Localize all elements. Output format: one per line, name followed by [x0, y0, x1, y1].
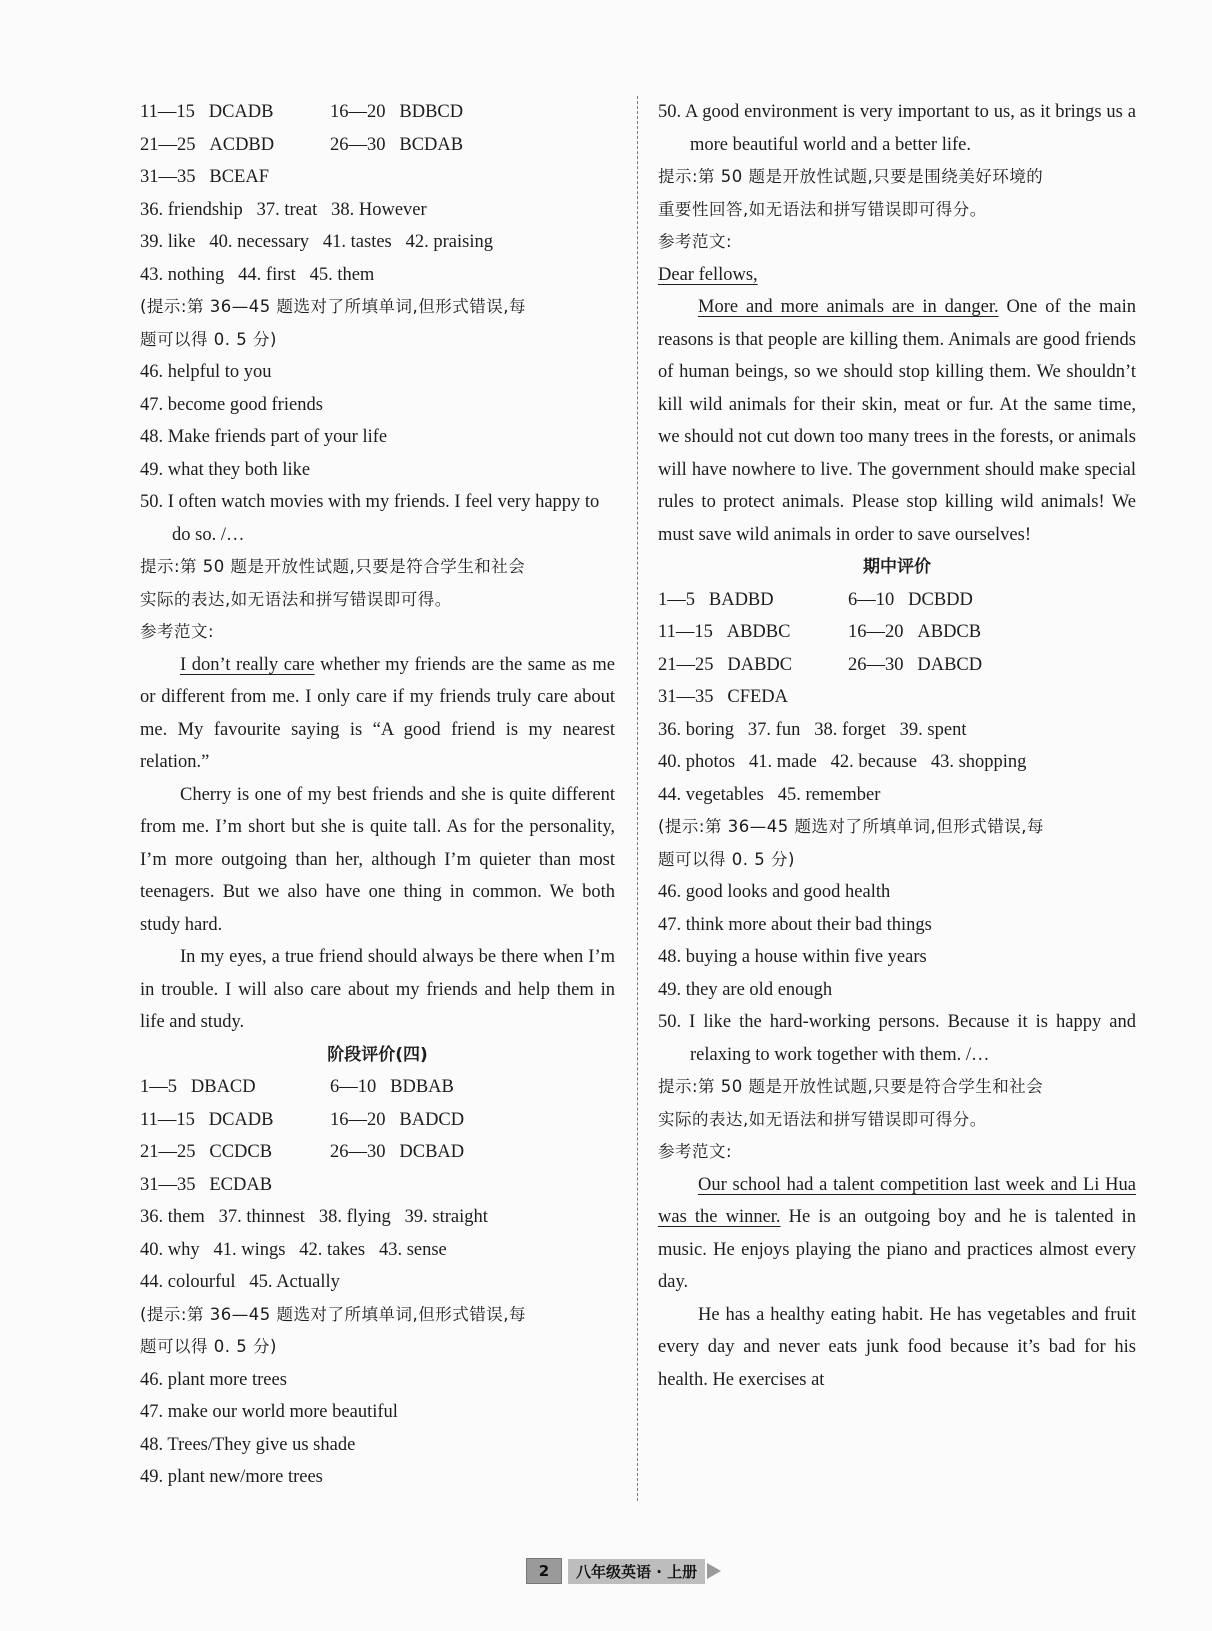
- answer-grid-row: 11—15 ABDBC 16—20 ABDCB: [658, 622, 982, 642]
- tip-text: 提示:第 50 题是开放性试题,只要是围绕美好环境的: [658, 167, 1044, 186]
- essay-paragraph: In my eyes, a true friend should always be there when I’m in trouble. I will also care about my friends and help them in life and study.: [140, 947, 615, 1032]
- tip-text: (提示:第 36—45 题选对了所填单词,但形式错误,每: [140, 297, 526, 316]
- answer-50: 50. A good environment is very important to us, as it brings us a more beautiful world and a better life.: [658, 102, 1136, 155]
- tip-text: 题可以得 0. 5 分): [658, 849, 795, 869]
- page-footer: [526, 1558, 721, 1584]
- reference-label: 参考范文:: [658, 1142, 733, 1161]
- word-answers: 36. friendship 37. treat 38. However: [140, 199, 427, 220]
- answer-grid-row: 31—35 BCEAF: [140, 167, 270, 187]
- left-column: [140, 96, 615, 1494]
- section-heading: 期中评价: [863, 557, 931, 577]
- answer-grid-row: 31—35 CFEDA: [658, 687, 789, 707]
- answer-47: 47. make our world more beautiful: [140, 1402, 398, 1422]
- tip-text: 题可以得 0. 5 分): [140, 1337, 277, 1356]
- answer-grid-row: 1—5 DBACD 6—10 BDBAB: [140, 1077, 454, 1097]
- answer-50: 50. I like the hard-working persons. Because it is happy and relaxing to work together with them. /…: [658, 1012, 1136, 1065]
- answer-48: 48. buying a house within five years: [658, 947, 927, 967]
- word-answers: 36. them 37. thinnest 38. flying 39. straight: [140, 1207, 488, 1227]
- tip-text: 实际的表达,如无语法和拼写错误即可得。: [140, 589, 452, 609]
- answer-46: 46. plant more trees: [140, 1369, 287, 1390]
- answer-47: 47. think more about their bad things: [658, 914, 932, 935]
- essay-paragraph: Cherry is one of my best friends and she is quite different from me. I’m short but she is quite tall. As for the personality, I’m more outgoing than her, although I’m quieter than most teenagers. But we also have one thing in common. We both study hard.: [140, 784, 615, 935]
- essay-paragraph: I don’t really care whether my friends are the same as me or different from me. I only care if my friends truly care about me. My favourite saying is “A good friend is my nearest relation.”: [140, 654, 615, 772]
- tip-text: 题可以得 0. 5 分): [140, 329, 277, 349]
- word-answers: 40. why 41. wings 42. takes 43. sense: [140, 1239, 447, 1260]
- answer-46: 46. good looks and good health: [658, 882, 891, 902]
- tip-text: 提示:第 50 题是开放性试题,只要是符合学生和社会: [658, 1077, 1044, 1096]
- answer-grid-row: 31—35 ECDAB: [140, 1174, 273, 1195]
- tip-text: 实际的表达,如无语法和拼写错误即可得分。: [658, 1109, 987, 1129]
- section-heading: 阶段评价(四): [327, 1044, 428, 1065]
- essay-paragraph: Our school had a talent competition last week and Li Hua was the winner. He is an outgoing boy and he is talented in music. He enjoys playing the piano and practices almost every day.: [658, 1174, 1136, 1292]
- tip-text: 提示:第 50 题是开放性试题,只要是符合学生和社会: [140, 557, 526, 576]
- word-answers: 36. boring 37. fun 38. forget 39. spent: [658, 719, 967, 740]
- answer-grid-row: 21—25 ACDBD 26—30 BCDAB: [140, 134, 464, 155]
- answer-49: 49. what they both like: [140, 459, 311, 480]
- arrow-icon: [707, 1563, 721, 1579]
- word-answers: 44. vegetables 45. remember: [658, 784, 881, 805]
- answer-grid-row: 1—5 BADBD 6—10 DCBDD: [658, 589, 973, 610]
- answer-grid-row: 21—25 DABDC 26—30 DABCD: [658, 654, 983, 675]
- answer-48: 48. Make friends part of your life: [140, 427, 388, 447]
- tip-text: (提示:第 36—45 题选对了所填单词,但形式错误,每: [658, 817, 1044, 836]
- answer-grid-row: 11—15 DCADB 16—20 BADCD: [140, 1109, 465, 1130]
- salutation: Dear fellows,: [658, 264, 758, 285]
- right-column: [658, 96, 1136, 1396]
- answer-50: 50. I often watch movies with my friends. I feel very happy to do so. /…: [140, 492, 600, 545]
- word-answers: 39. like 40. necessary 41. tastes 42. praising: [140, 232, 493, 252]
- word-answers: 44. colourful 45. Actually: [140, 1272, 340, 1292]
- essay-paragraph: He has a healthy eating habit. He has vegetables and fruit every day and never eats junk food because it’s bad for his health. He exercises at: [658, 1304, 1136, 1390]
- page-number: 2: [526, 1558, 562, 1584]
- answer-grid-row: 21—25 CCDCB 26—30 DCBAD: [140, 1142, 465, 1162]
- tip-text: 重要性回答,如无语法和拼写错误即可得分。: [658, 199, 987, 219]
- reference-label: 参考范文:: [658, 232, 733, 251]
- word-answers: 43. nothing 44. first 45. them: [140, 264, 375, 285]
- answer-47: 47. become good friends: [140, 394, 323, 415]
- word-answers: 40. photos 41. made 42. because 43. shopping: [658, 752, 1027, 772]
- column-divider: [637, 96, 638, 1501]
- answer-48: 48. Trees/They give us shade: [140, 1434, 356, 1455]
- answer-grid-row: 11—15 DCADB 16—20 BDBCD: [140, 102, 464, 122]
- answer-49: 49. they are old enough: [658, 979, 833, 1000]
- answer-49: 49. plant new/more trees: [140, 1467, 323, 1487]
- tip-text: (提示:第 36—45 题选对了所填单词,但形式错误,每: [140, 1304, 526, 1324]
- essay-paragraph: More and more animals are in danger. One of the main reasons is that people are killing them. Animals are good friends of human beings, so we should stop killing them. We shouldn’t kill wild animals for their skin, meat or fur. At the same time, we should not cut down too many trees in the forests, or animals will have nowhere to live. The government should make special rules to protect animals. Please stop killing wild animals! We must save wild animals in order to save ourselves!: [658, 297, 1137, 545]
- reference-label: 参考范文:: [140, 622, 215, 641]
- answer-46: 46. helpful to you: [140, 362, 272, 382]
- book-title: 八年级英语 · 上册: [568, 1559, 705, 1584]
